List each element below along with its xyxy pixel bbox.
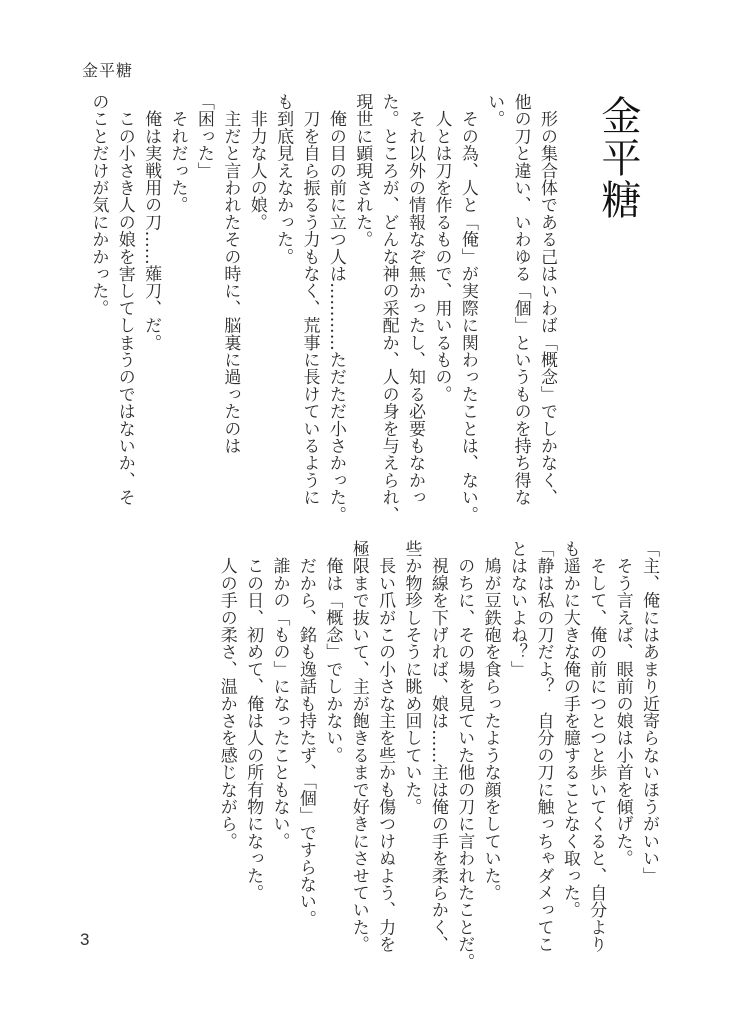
text-line: 「困った」 <box>193 93 214 179</box>
text-line: い。 <box>484 93 505 128</box>
body-text-lower <box>213 540 662 970</box>
running-header: 金平糖 <box>82 61 134 80</box>
text-line: 俺は「概念」でしかない。 <box>322 540 343 764</box>
text-line: 刀を自ら振るう力もなく、荒事に長けているように <box>299 93 320 506</box>
page-title: 金平糖 <box>595 95 641 221</box>
text-line: 視線を下げれば、娘は……主は俺の手を柔らかく、 <box>427 540 448 953</box>
text-line: 俺は実戦用の刀……薙刀、だ。 <box>141 93 162 351</box>
text-line: 些か物珍しそうに眺め回していた。 <box>401 540 422 816</box>
text-line: この小さき人の娘を害してしまうのではないか、そ <box>114 93 135 506</box>
text-line: 他の刀と違い、いわゆる「個」というものを持ち得な <box>510 93 531 506</box>
text-line: 長い爪がこの小さな主を些かも傷つけぬよう、力を <box>375 540 396 953</box>
text-line: そして、俺の前につとつと歩いてくると、自分より <box>586 540 607 953</box>
text-line: とはないよね？」 <box>507 540 528 678</box>
text-line: 「静は私の刀だよ？ 自分の刀に触っちゃダメってこ <box>533 540 554 953</box>
text-line: 人とは刀を作るもので、用いるもの。 <box>431 93 452 403</box>
text-line: この日、初めて、俺は人の所有物になった。 <box>243 540 264 902</box>
text-line: 非力な人の娘。 <box>246 93 267 231</box>
page-number: 3 <box>80 930 90 949</box>
text-line: のことだけが気にかかった。 <box>88 93 109 317</box>
text-line: 誰かの「もの」になったこともない。 <box>269 540 290 850</box>
text-line: 形の集合体である己はいわば「概念」でしかなく、 <box>537 93 557 506</box>
text-line: だから、銘も逸話も持たず、「個」ですらない。 <box>295 540 316 928</box>
text-line: のちに、その場を見ていた他の刀に言われたことだ。 <box>454 540 475 970</box>
text-line: 俺の目の前に立つ人は…………ただただ小さかった。 <box>325 93 346 523</box>
text-line: 「主、俺にはあまり近寄らないほうがいい」 <box>639 540 659 884</box>
text-line: その為、人と「俺」が実際に関わったことは、ない。 <box>457 93 478 523</box>
text-line: も到底見えなかった。 <box>273 93 294 265</box>
text-line: それだった。 <box>167 93 188 214</box>
text-line: そう言えば、眼前の娘は小首を傾げた。 <box>612 540 633 867</box>
text-line: 極限まで抜いて、主が飽きるまで好きにさせていた。 <box>348 540 369 953</box>
body-text-upper <box>85 93 560 523</box>
text-line: 主だと言われたその時に、脳裏に過ったのは <box>220 93 241 455</box>
text-line: た。ところが、どんな神の采配か、人の身を与えられ、 <box>378 93 399 523</box>
text-line: 人の手の柔さ、温かさを感じながら。 <box>216 540 237 850</box>
text-line: 現世に顕現された。 <box>352 93 373 248</box>
text-line: も遥かに大きな俺の手を臆することなく取った。 <box>559 540 580 919</box>
text-line: それ以外の情報なぞ無かったし、知る必要もなかっ <box>405 93 426 506</box>
text-line: 鳩が豆鉄砲を食らったような顔をしていた。 <box>480 540 501 902</box>
